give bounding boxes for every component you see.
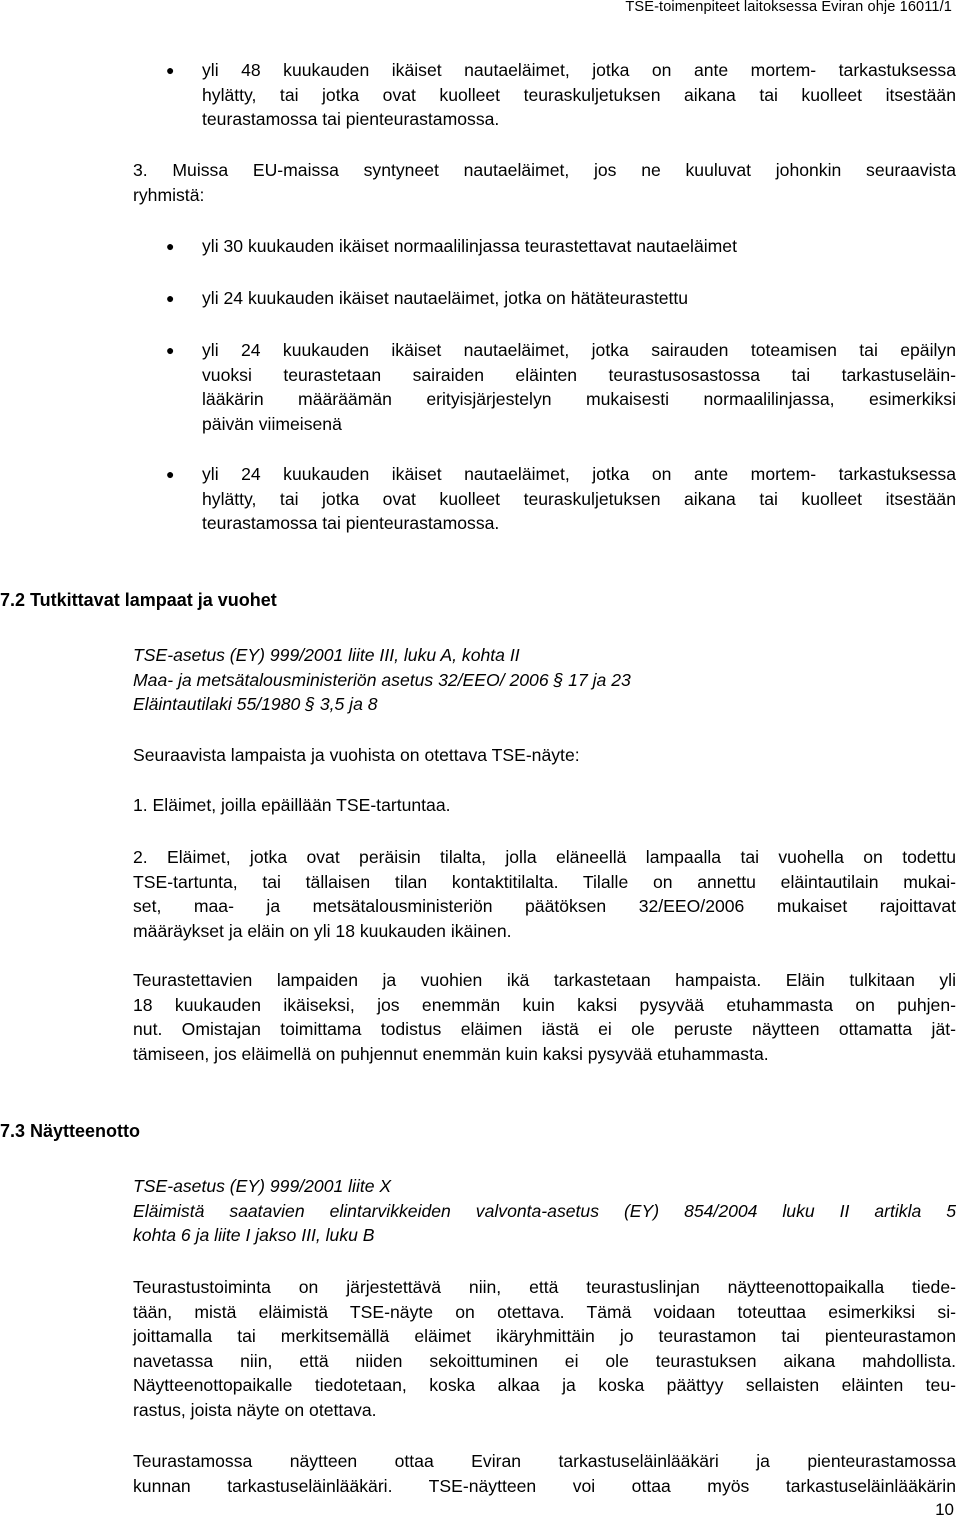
- group-3-bullet-1: [202, 234, 956, 259]
- text-line: vuoksi teurastetaan sairaiden eläinten teurastusosastossa tai tarkastuseläin-: [202, 364, 956, 385]
- bullet-dot-icon: ●: [166, 238, 175, 254]
- text-line: ryhmistä:: [133, 184, 205, 205]
- intro-bullet: [202, 58, 956, 132]
- bullet-dot-icon: ●: [166, 466, 175, 482]
- text-line: nut. Omistajan toimittama todistus eläimen iästä ei ole peruste näytteen ottamatta jät-: [133, 1019, 956, 1040]
- bullet-dot-icon: ●: [166, 290, 175, 306]
- text-line: joittamalla tai merkitsemällä eläimet ikäryhmittäin jo teurastamon tai pienteurastamon: [133, 1326, 956, 1347]
- reference-line: Eläintautilaki 55/1980 § 3,5 ja 8: [133, 694, 378, 715]
- text-line: lääkärin määräämän erityisjärjestelyn mukaisesti normaalilinjassa, esimerkiksi: [202, 389, 956, 410]
- text-line: navetassa niin, että niiden sekoittuminen ei ole teurastuksen aikana mahdollista.: [133, 1350, 956, 1371]
- text-line: teurastamossa tai pienteurastamossa.: [202, 109, 500, 130]
- text-line: hylätty, tai jotka ovat kuolleet teuraskuljetuksen aikana tai kuolleet itsestään: [202, 488, 956, 509]
- section-7-3-references: [133, 1174, 956, 1248]
- page-number: 10: [935, 1500, 954, 1519]
- text-line: 18 kuukauden ikäiseksi, jos enemmän kuin kaksi pysyvää etuhammasta on puhjen-: [133, 994, 956, 1015]
- section-7-2-item-2: [133, 845, 956, 943]
- section-7-2-age-paragraph: [133, 968, 956, 1066]
- section-7-2-item-1: [133, 793, 956, 818]
- text-line: tämiseen, jos eläimellä on puhjennut enemmän kuin kaksi pysyvää etuhammasta.: [133, 1043, 769, 1064]
- text-line: yli 24 kuukauden ikäiset nautaeläimet, jotka sairauden toteamisen tai epäilyn: [202, 340, 956, 360]
- text-line: yli 48 kuukauden ikäiset nautaeläimet, jotka on ante mortem- tarkastuksessa: [202, 60, 956, 80]
- text-line: päivän viimeisenä: [202, 413, 342, 434]
- section-7-2-lead: [133, 743, 956, 768]
- group-3-intro: [133, 158, 956, 207]
- section-7-3-paragraph-2: [133, 1449, 956, 1498]
- bullet-dot-icon: ●: [166, 62, 175, 78]
- reference-line: Eläimistä saatavien elintarvikkeiden valvonta-asetus (EY) 854/2004 luku II artikla 5: [133, 1200, 956, 1221]
- reference-line: TSE-asetus (EY) 999/2001 liite X: [133, 1176, 392, 1196]
- group-3-bullet-2: [202, 286, 956, 311]
- text-line: kunnan tarkastuseläinlääkäri. TSE-näytteen voi ottaa myös tarkastuseläinlääkärin: [133, 1475, 956, 1496]
- section-heading-7-2: 7.2 Tutkittavat lampaat ja vuohet: [0, 590, 277, 610]
- text-line: määräykset ja eläin on yli 18 kuukauden ikäinen.: [133, 920, 512, 941]
- text-line: teurastamossa tai pienteurastamossa.: [202, 513, 500, 534]
- text-line: Seuraavista lampaista ja vuohista on otettava TSE-näyte:: [133, 745, 580, 765]
- reference-line: kohta 6 ja liite I jakso III, luku B: [133, 1225, 375, 1246]
- text-line: set, maa- ja metsätalousministeriön päätöksen 32/EEO/2006 mukaiset rajoittavat: [133, 896, 956, 917]
- reference-line: TSE-asetus (EY) 999/2001 liite III, luku A, kohta II: [133, 645, 520, 665]
- text-line: yli 24 kuukauden ikäiset nautaeläimet, jotka on ante mortem- tarkastuksessa: [202, 464, 956, 484]
- text-line: yli 24 kuukauden ikäiset nautaeläimet, jotka on hätäteurastettu: [202, 288, 689, 308]
- group-3-bullet-3: [202, 338, 956, 436]
- section-7-2-references: [133, 643, 956, 717]
- text-line: Teurastustoiminta on järjestettävä niin, että teurastuslinjan näytteenottopaikalla tiede-: [133, 1277, 956, 1297]
- group-3-bullet-4: [202, 462, 956, 536]
- text-line: Teurastamossa näytteen ottaa Eviran tarkastuseläinlääkäri ja pienteurastamossa: [133, 1451, 956, 1471]
- text-line: Näytteenottopaikalle tiedotetaan, koska alkaa ja koska päättyy sellaisten eläinten teu-: [133, 1375, 956, 1396]
- text-line: 2. Eläimet, jotka ovat peräisin tilalta, jolla eläneellä lampaalla tai vuohella on todettu: [133, 847, 956, 867]
- bullet-dot-icon: ●: [166, 342, 175, 358]
- section-heading-7-3: 7.3 Näytteenotto: [0, 1121, 141, 1141]
- text-line: TSE-tartunta, tai tällaisen tilan kontaktitilalta. Tilalle on annettu eläintautilain mukai-: [133, 871, 956, 892]
- text-line: 3. Muissa EU-maissa syntyneet nautaeläimet, jos ne kuuluvat johonkin seuraavista: [133, 160, 956, 180]
- running-header: TSE-toimenpiteet laitoksessa Eviran ohje 16011/1: [625, 0, 952, 15]
- text-line: tään, mistä eläimistä TSE-näyte on otettava. Tämä voidaan toteuttaa esimerkiksi si-: [133, 1301, 956, 1322]
- text-line: hylätty, tai jotka ovat kuolleet teuraskuljetuksen aikana tai kuolleet itsestään: [202, 84, 956, 105]
- text-line: yli 30 kuukauden ikäiset normaalilinjassa teurastettavat nautaeläimet: [202, 236, 737, 256]
- reference-line: Maa- ja metsätalousministeriön asetus 32/EEO/ 2006 § 17 ja 23: [133, 669, 631, 690]
- text-line: Teurastettavien lampaiden ja vuohien ikä tarkastetaan hampaista. Eläin tulkitaan yli: [133, 970, 956, 990]
- section-7-3-paragraph-1: [133, 1275, 956, 1423]
- text-line: rastus, joista näyte on otettava.: [133, 1399, 377, 1420]
- text-line: 1. Eläimet, joilla epäillään TSE-tartuntaa.: [133, 795, 451, 815]
